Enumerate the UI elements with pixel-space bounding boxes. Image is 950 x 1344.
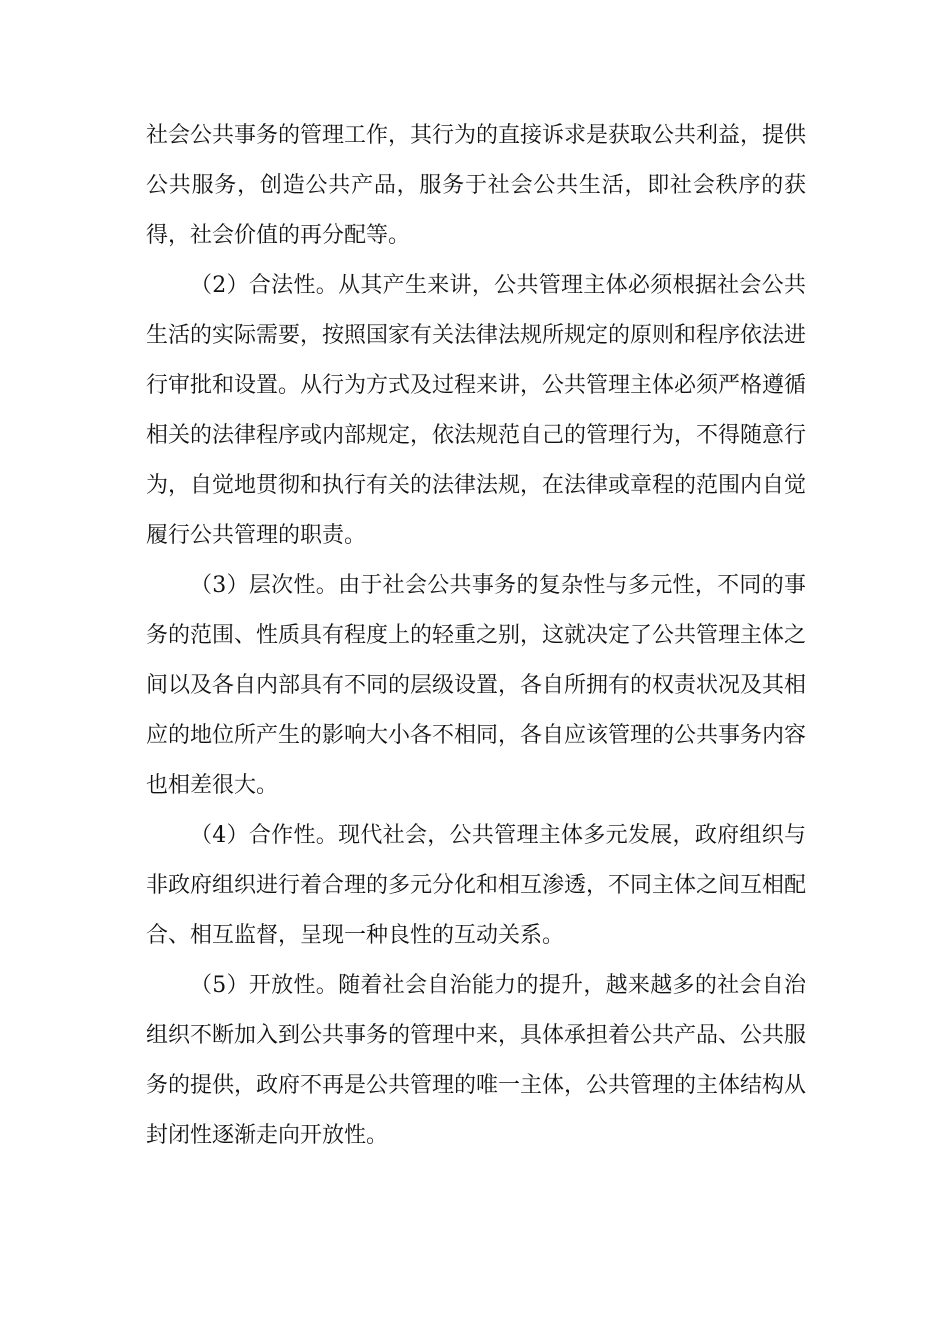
paragraph-continuation: 社会公共事务的管理工作，其行为的直接诉求是获取公共利益，提供公共服务，创造公共产品，服务于社会公共生活，即社会秩序的获得，社会价值的再分配等。 (146, 123, 807, 248)
paragraph-cooperation: （4）合作性。现代社会，公共管理主体多元发展，政府组织与非政府组织进行着合理的多元分化和相互渗透，不同主体之间互相配合、相互监督，呈现一种良性的互动关系。 (146, 823, 807, 948)
document-body (146, 111, 806, 1161)
paragraph-hierarchy: （3）层次性。由于社会公共事务的复杂性与多元性，不同的事务的范围、性质具有程度上的轻重之别，这就决定了公共管理主体之间以及各自内部具有不同的层级设置，各自所拥有的权责状况及其相应的地位所产生的影响大小各不相同，各自应该管理的公共事务内容也相差很大。 (146, 573, 807, 798)
paragraph-openness: （5）开放性。随着社会自治能力的提升，越来越多的社会自治组织不断加入到公共事务的管理中来，具体承担着公共产品、公共服务的提供，政府不再是公共管理的唯一主体，公共管理的主体结构从封闭性逐渐走向开放性。 (146, 973, 807, 1148)
paragraph-legality: （2）合法性。从其产生来讲，公共管理主体必须根据社会公共生活的实际需要，按照国家有关法律法规所规定的原则和程序依法进行审批和设置。从行为方式及过程来讲，公共管理主体必须严格遵循相关的法律程序或内部规定，依法规范自己的管理行为，不得随意行为，自觉地贯彻和执行有关的法律法规，在法律或章程的范围内自觉履行公共管理的职责。 (146, 273, 807, 548)
